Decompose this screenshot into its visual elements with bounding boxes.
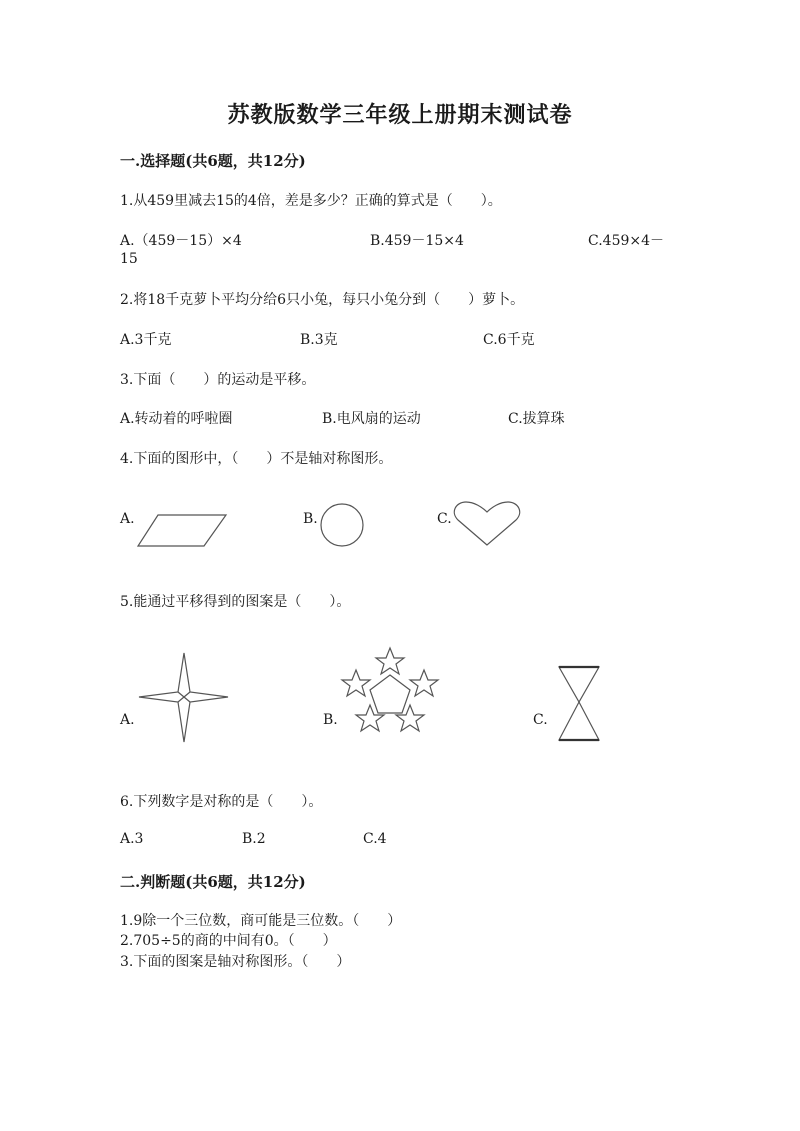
- judgement-item-3: 3.下面的图案是轴对称图形。（ ）: [120, 954, 351, 970]
- question-1: 1.从459里减去15的4倍，差是多少？正确的算式是（ ）。: [120, 193, 502, 209]
- question-4: 4.下面的图形中，（ ）不是轴对称图形。: [120, 451, 393, 467]
- q2-option-c: C.6千克: [483, 332, 535, 348]
- q4-option-c: C.: [437, 511, 452, 527]
- q6-option-c: C.4: [363, 831, 387, 847]
- q4-option-b: B.: [303, 511, 318, 527]
- question-2: 2.将18千克萝卜平均分给6只小兔，每只小兔分到（ ）萝卜。: [120, 292, 525, 308]
- circle-icon: [318, 500, 366, 550]
- q5-option-c: C.: [533, 712, 548, 728]
- q2-option-b: B.3克: [300, 332, 338, 348]
- question-3: 3.下面（ ）的运动是平移。: [120, 372, 316, 388]
- four-point-star-icon: [136, 650, 232, 746]
- judgement-item-2: 2.705÷5的商的中间有0。（ ）: [120, 933, 337, 949]
- q1-option-c: C.459×4－: [588, 233, 665, 249]
- q5-option-a: A.: [120, 712, 135, 728]
- q1-option-b: B.459－15×4: [370, 233, 464, 249]
- q4-option-a: A.: [120, 511, 135, 527]
- section-heading-choice: 一.选择题(共6题，共12分): [120, 152, 306, 170]
- hourglass-icon: [556, 664, 602, 744]
- q1-option-c-wrap: 15: [120, 251, 138, 267]
- q3-option-b: B.电风扇的运动: [322, 411, 421, 427]
- section-heading-judgement: 二.判断题(共6题，共12分): [120, 873, 306, 891]
- q3-option-c: C.拔算珠: [508, 411, 565, 427]
- question-5: 5.能通过平移得到的图案是（ ）。: [120, 594, 351, 610]
- q5-option-b: B.: [323, 712, 338, 728]
- q6-option-b: B.2: [242, 831, 266, 847]
- star-pentagon-icon: [340, 645, 440, 743]
- parallelogram-icon: [136, 510, 230, 550]
- q6-option-a: A.3: [120, 831, 144, 847]
- q1-option-a: A.（459－15）×4: [120, 233, 242, 249]
- page-title: 苏教版数学三年级上册期末测试卷: [227, 102, 573, 128]
- question-6: 6.下列数字是对称的是（ ）。: [120, 794, 323, 810]
- q2-option-a: A.3千克: [120, 332, 172, 348]
- judgement-item-1: 1.9除一个三位数，商可能是三位数。（ ）: [120, 913, 402, 929]
- q3-option-a: A.转动着的呼啦圈: [120, 411, 233, 427]
- heart-icon: [452, 498, 522, 548]
